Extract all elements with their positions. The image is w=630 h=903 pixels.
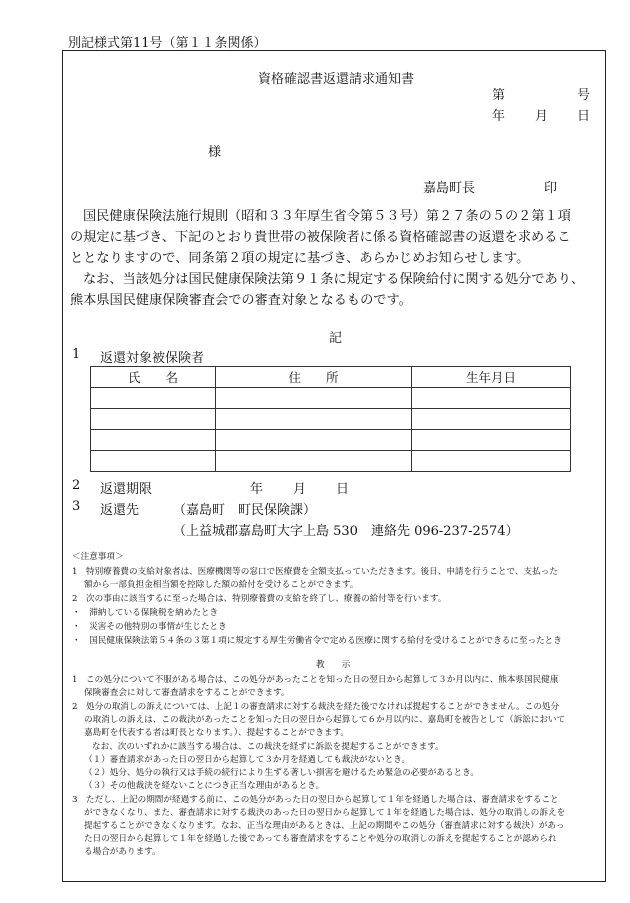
section3-label: 返還先 xyxy=(100,503,140,518)
number-go: 号 xyxy=(577,88,591,103)
section1-num: 1 xyxy=(72,347,81,362)
body-p2-line1: なお、当該処分は国民健康保険法第９１条に規定する保険給付に関する処分であり、 xyxy=(83,272,585,287)
table-row xyxy=(91,388,571,409)
body-p1-line2: の規定に基づき、下記のとおり貴世帯の被保険者に係る資格確認書の返還を求めるこ xyxy=(70,230,571,245)
section3-num: 3 xyxy=(72,499,81,514)
kyouji-line: 提起することができなくなります。なお、正当な理由があるときは、上記の期間やこの処分（審査請求に対する裁決）があっ xyxy=(84,821,565,831)
cell-birthdate[interactable] xyxy=(412,409,571,430)
number-dai: 第 xyxy=(492,88,506,103)
body-p1-line1: 国民健康保険法施行規則（昭和３３年厚生省令第５３号）第２７条の５の２第１項 xyxy=(83,209,571,224)
note-bullet-3: ・ 国民健康保険法第５４条の３第１項に規定する厚生労働省令で定める医療に関する給付を受けることができるに至ったとき xyxy=(72,636,562,646)
kyouji-line: る場合があります。 xyxy=(84,847,161,857)
note-bullet-2: ・ 災害その他特別の事情が生じたとき xyxy=(72,622,227,632)
kyouji-line: の取消しの訴えは、この裁決があったことを知った日の翌日から起算して６か月以内に、嘉島町を被告として（訴訟において xyxy=(84,715,566,725)
cell-address[interactable] xyxy=(216,388,412,409)
body-p2-line2: 熊本県国民健康保険審査会での審査対象となるものです。 xyxy=(70,293,412,308)
addressee-suffix: 様 xyxy=(208,145,222,160)
kyouji-line: （３）その他裁決を経ないことにつき正当な理由があるとき。 xyxy=(84,781,325,791)
cell-address[interactable] xyxy=(216,430,412,451)
body-p1-line3: ととなりますので、同条第２項の規定に基づき、あらかじめお知らせします。 xyxy=(70,251,530,266)
deadline-month: 月 xyxy=(293,482,307,497)
form-id: 別記様式第11号（第１１条関係） xyxy=(68,36,267,51)
cell-name[interactable] xyxy=(91,388,216,409)
document-title: 資格確認書返還請求通知書 xyxy=(258,72,415,87)
table-header-row xyxy=(91,367,571,388)
insured-table xyxy=(90,366,571,472)
issuer-seal: 印 xyxy=(544,181,558,196)
cell-birthdate[interactable] xyxy=(412,430,571,451)
note-1b: 額から一部負担金相当額を控除した額の給付を受けることができます。 xyxy=(84,580,359,590)
issuer-name: 嘉島町長 xyxy=(423,181,476,196)
section1-label: 返還対象被保険者 xyxy=(100,351,205,366)
kyouji-line: （１）審査請求があった日の翌日から起算して３か月を経過しても裁決がないとき。 xyxy=(84,755,411,765)
cell-name[interactable] xyxy=(91,451,216,472)
table-row xyxy=(91,451,571,472)
kyouji-line: （２）処分、処分の執行又は手続の続行により生ずる著しい損害を避けるため緊急の必要があるとき。 xyxy=(84,768,479,778)
section2-num: 2 xyxy=(72,478,81,493)
cell-name[interactable] xyxy=(91,430,216,451)
note-1a: 1 特別療養費の支給対象者は、医療機関等の窓口で医療費を全額支払っていただきます。後日、申請を行うことで、支払った xyxy=(72,567,558,577)
kyouji-line: た日の翌日から起算して１年を経過した後であっても審査請求をすることや処分の取消しの訴えを提起することが認められ xyxy=(84,834,557,844)
cell-birthdate[interactable] xyxy=(412,388,571,409)
note-bullet-1: ・ 滞納している保険税を納めたとき xyxy=(72,608,219,618)
kyouji-line: 嘉島町を代表する者は町長となります。）、提起することができます。 xyxy=(84,728,350,738)
kyouji-heading: 教 示 xyxy=(316,660,351,670)
header-name: 氏 名 xyxy=(91,367,216,388)
table-row xyxy=(91,430,571,451)
deadline-day: 日 xyxy=(336,482,350,497)
date-day: 日 xyxy=(577,109,591,124)
cell-birthdate[interactable] xyxy=(412,451,571,472)
note-2: 2 次の事由に該当するに至った場合は、特別療養費の支給を終了し、療養の給付等を行います。 xyxy=(72,594,447,604)
notes-heading: ＜注意事項＞ xyxy=(72,552,124,562)
return-destination: （嘉島町 町民保険課） xyxy=(173,503,317,518)
date-year: 年 xyxy=(492,109,506,124)
header-birthdate: 生年月日 xyxy=(412,367,571,388)
kyouji-line: 保険審査会に対して審査請求をすることができます。 xyxy=(84,688,290,698)
kyouji-line: なお、次のいずれかに該当する場合は、この裁決を経ずに訴訟を提起することができます。 xyxy=(92,742,444,752)
cell-address[interactable] xyxy=(216,451,412,472)
kyouji-line: 2 処分の取消しの訴えについては、上記１の審査請求に対する裁決を経た後でなければ提起することができません。この処分 xyxy=(72,702,560,712)
section2-label: 返還期限 xyxy=(100,482,153,497)
date-month: 月 xyxy=(535,109,549,124)
kyouji-line: 1 この処分について不服がある場合は、この処分があったことを知った日の翌日から起算して３か月以内に、熊本県国民健康 xyxy=(72,675,559,685)
cell-address[interactable] xyxy=(216,409,412,430)
return-address: （上益城郡嘉島町大字上島 530 連絡先 096-237-2574） xyxy=(173,524,519,539)
cell-name[interactable] xyxy=(91,409,216,430)
kyouji-line: 3 ただし、上記の期間が経過する前に、この処分があった日の翌日から起算して１年を経過した場合は、審査請求をすること xyxy=(72,795,559,805)
ki-mark: 記 xyxy=(329,331,343,346)
kyouji-line: ができなくなり、また、審査請求に対する裁決のあった日の翌日から起算して１年を経過した場合は、処分の取消しの訴えを xyxy=(84,808,566,818)
header-address: 住 所 xyxy=(216,367,412,388)
deadline-year: 年 xyxy=(250,482,264,497)
table-row xyxy=(91,409,571,430)
